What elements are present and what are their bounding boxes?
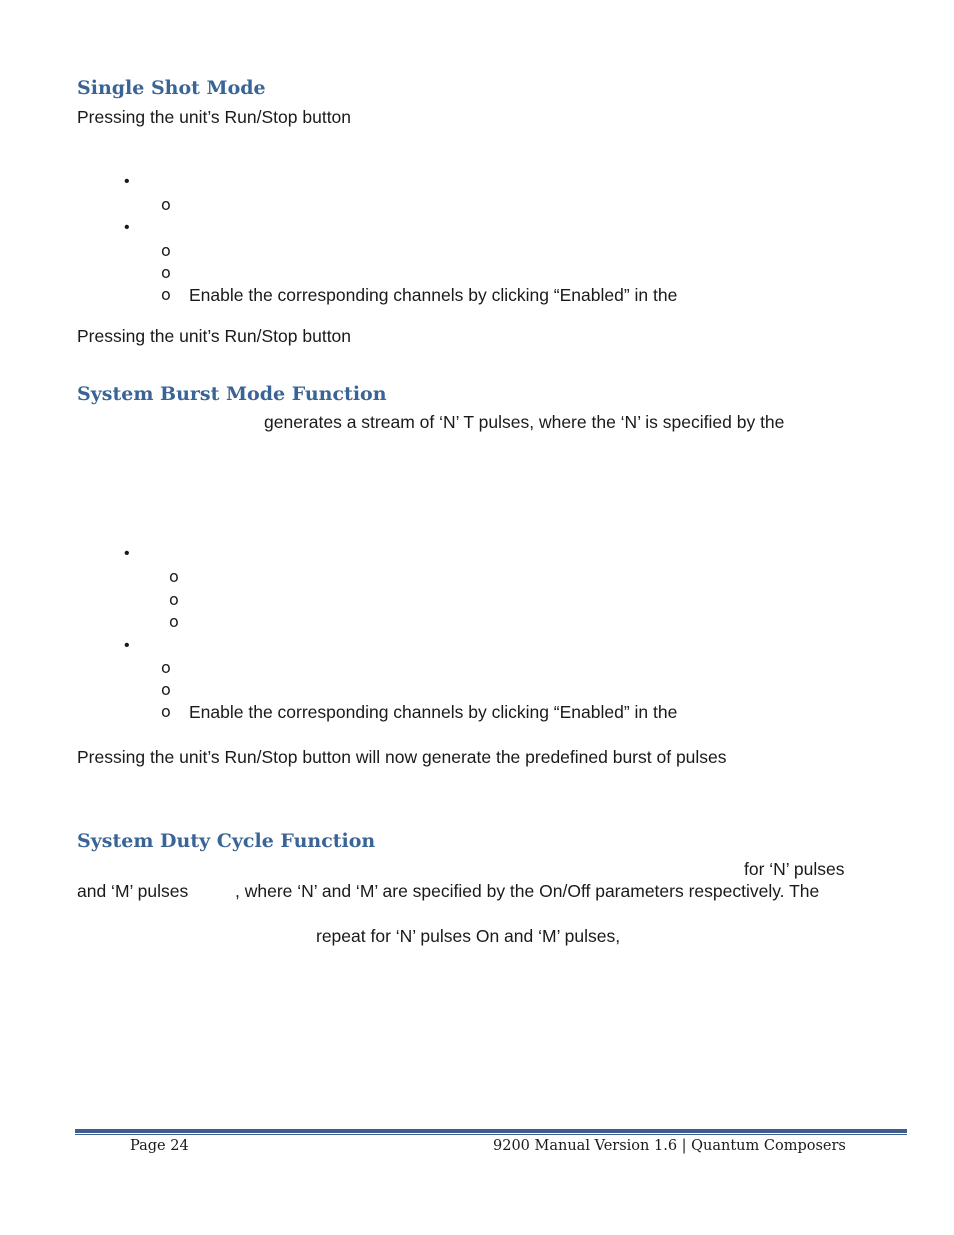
bullet-marker: • <box>124 219 130 236</box>
footer-page-number: Page 24 <box>130 1138 189 1154</box>
footer-divider <box>75 1129 907 1133</box>
duty-cycle-line-3: repeat for ‘N’ pulses On and ‘M’ pulses, <box>316 926 621 946</box>
sub-bullet-marker: o <box>161 680 171 699</box>
duty-cycle-line-2a: and ‘M’ pulses <box>77 881 189 901</box>
single-shot-outro: Pressing the unit’s Run/Stop button <box>77 326 352 346</box>
sub-bullet-marker: o <box>161 241 171 260</box>
sub-bullet-marker: o <box>169 590 179 609</box>
sub-bullet-marker: o <box>161 285 171 304</box>
bullet-marker: • <box>124 545 130 562</box>
sub-bullet-marker: o <box>169 612 179 631</box>
sub-bullet-marker: o <box>161 702 171 721</box>
heading-single-shot-mode: Single Shot Mode <box>77 77 266 99</box>
sub-bullet-marker: o <box>161 658 171 677</box>
duty-cycle-line-1: for ‘N’ pulses <box>744 859 845 879</box>
duty-cycle-line-2b: , where ‘N’ and ‘M’ are specified by the On/Off parameters respectively. The <box>235 881 820 901</box>
sub-bullet-marker: o <box>161 195 171 214</box>
burst-intro: generates a stream of ‘N’ T pulses, where the ‘N’ is specified by the <box>264 412 785 432</box>
sub-bullet-marker: o <box>169 567 179 586</box>
single-shot-intro: Pressing the unit’s Run/Stop button <box>77 107 352 127</box>
footer-divider-thin <box>75 1134 907 1135</box>
bullet-marker: • <box>124 173 130 190</box>
burst-enable-step: Enable the corresponding channels by clicking “Enabled” in the <box>189 702 678 722</box>
bullet-marker: • <box>124 637 130 654</box>
burst-outro: Pressing the unit’s Run/Stop button will now generate the predefined burst of pulses <box>77 747 727 767</box>
heading-system-burst-mode: System Burst Mode Function <box>77 383 387 405</box>
single-shot-enable-step: Enable the corresponding channels by clicking “Enabled” in the <box>189 285 678 305</box>
footer-document-title: 9200 Manual Version 1.6 | Quantum Composers <box>493 1138 846 1154</box>
sub-bullet-marker: o <box>161 263 171 282</box>
heading-system-duty-cycle: System Duty Cycle Function <box>77 830 376 852</box>
